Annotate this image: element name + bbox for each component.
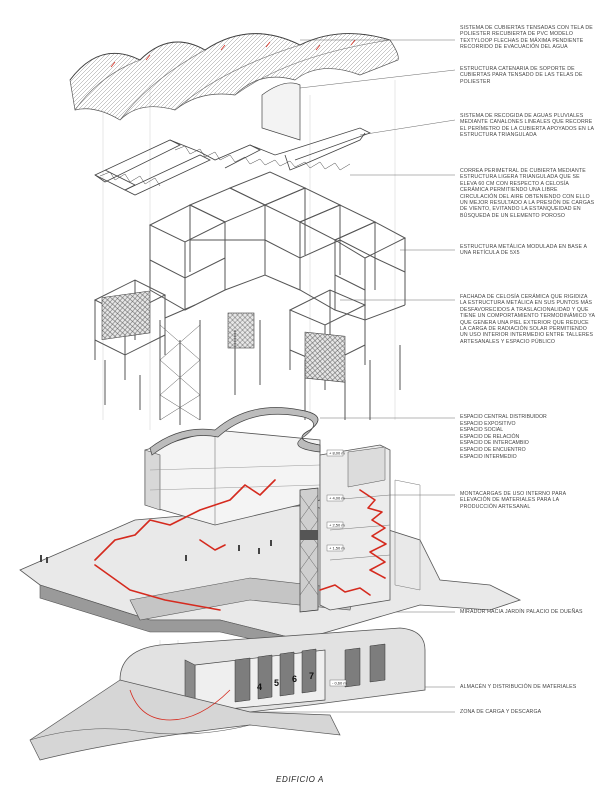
space-item: ESPACIO DE RELACIÓN	[460, 433, 520, 440]
note-loading-zone: ZONA DE CARGA Y DESCARGA	[460, 709, 542, 715]
note-catenary: ESTRUCTURA CATENARIA DE SOPORTE DE CUBIERTAS PARA TENSADO DE LAS TELAS DE POLIESTER	[460, 66, 583, 85]
lower-storage-level	[30, 628, 425, 760]
spaces-list	[460, 414, 595, 460]
space-item: ESPACIO DE INTERCAMBIO	[460, 440, 529, 447]
tensile-roof	[70, 34, 398, 140]
drawing-caption: EDIFICIO A	[276, 775, 324, 784]
level-tag-1: + 8,00 m	[329, 450, 345, 456]
space-item: ESPACIO SOCIAL	[460, 427, 504, 434]
bay-number-5: 5	[274, 678, 280, 688]
bay-number-4: 4	[257, 682, 263, 692]
note-roof-system: SISTEMA DE CUBIERTAS TENSADAS CON TELA DE POLIESTER RECUBIERTA DE PVC MODELO TEXTYLOOP FLECHAS DE MÁXIMA PENDIENTE RECORRIDO DE EVACUACIÓN DEL AGUA	[460, 25, 593, 51]
note-ceramic-lattice: FACHADA DE CELOSÍA CERÁMICA QUE RIGIDIZA LA ESTRUCTURA METÁLICA EN SUS PUNTOS MÁS DESFAVORECIDOS A TRASLACIONALIDAD Y QUE TIENE UN COMPORTAMIENTO TERMODINÁMICO YA QUE GENERA UNA PIEL EXTERIOR QUE REDUCE LA CARGA DE RADIACIÓN SOLAR PERMITIENDO UN USO INTERIOR INTERMEDIO ENTRE TALLERES ARTESANALES Y ESPACIO PÚBLICO	[460, 294, 595, 345]
steel-frame	[95, 172, 405, 425]
perimeter-truss	[95, 128, 370, 195]
note-viewpoint: MIRADOR HACIA JARDÍN PALACIO DE DUEÑAS	[460, 609, 583, 615]
note-perimeter-beam: CORREA PERIMETRAL DE CUBIERTA MEDIANTE ESTRUCTURA LIGERA TRIANGULADA QUE SE ELEVA 60 CM CON RESPECTO A CELOSÍA CERÁMICA PERMITIENDO UNA LIBRE CIRCULACIÓN DEL AIRE OBTENIENDO CON ELLO UN MEJOR RESULTADO A LA PRESIÓN DE CARGAS DE VIENTO, EVITANDO LA ESTANQUEIDAD EN BÚSQUEDA DE UN ELEMENTO POROSO	[460, 168, 595, 219]
level-tag-4: + 1,50 m	[329, 545, 345, 551]
level-tag-2: + 4,00 m	[329, 495, 345, 501]
space-item: ESPACIO DE ENCUENTRO	[460, 446, 526, 453]
space-item: ESPACIO EXPOSITIVO	[460, 420, 516, 427]
main-building	[20, 408, 520, 651]
space-item: ESPACIO INTERMEDIO	[460, 453, 517, 460]
level-tag-5: - 0,60 m	[332, 680, 347, 686]
level-tag-3: + 2,50 m	[329, 522, 345, 528]
bay-number-6: 6	[292, 674, 298, 684]
note-goods-lift: MONTACARGAS DE USO INTERNO PARA ELEVACIÓN DE MATERIALES PARA LA PRODUCCIÓN ARTESANAL	[460, 491, 566, 510]
note-rainwater: SISTEMA DE RECOGIDA DE AGUAS PLUVIALES MEDIANTE CANALONES LINEALES QUE RECORRE EL PERÍMETRO DE LA CUBIERTA APOYADOS EN LA ESTRUCTURA TRIANGULADA	[460, 113, 594, 139]
note-steel-frame: ESTRUCTURA METÁLICA MODULADA EN BASE A UNA RETÍCULA DE 5X5	[460, 244, 587, 257]
note-storage: ALMACÉN Y DISTRIBUCIÓN DE MATERIALES	[460, 684, 577, 690]
space-item: ESPACIO CENTRAL DISTRIBUIDOR	[460, 414, 547, 420]
bay-number-7: 7	[309, 671, 315, 681]
